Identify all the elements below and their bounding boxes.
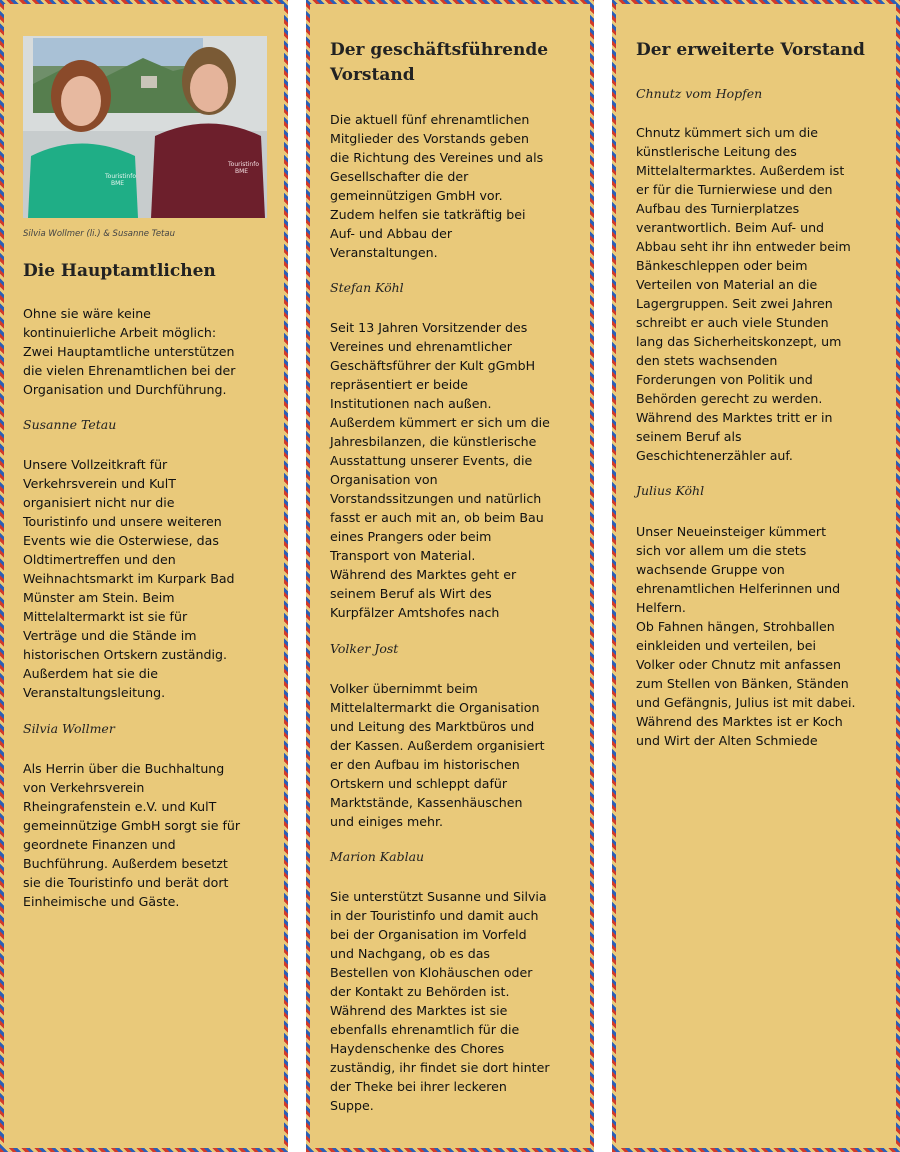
person-description: Unser Neueinsteiger kümmert sich vor allem um die stets wachsende Gruppe von ehrenamtlichen Helferinnen und Helfern. Ob Fahnen hängen, Strohballen einkleiden und verteilen, bei Volker oder Chnutz mit anfassen zum Stellen von Bänken, Ständen und Gefängnis, Julius ist mit dabei. Während des Marktes ist er Koch und Wirt der Alten Schmiede bbox=[636, 524, 856, 748]
intro-text: Die aktuell fünf ehrenamtlichen Mitglieder des Vorstands geben die Richtung des Vereines und als Gesellschafter die der gemeinnützigen GmbH vor. Zudem helfen sie tatkräftig bei Auf- und Abbau der Veranstaltungen. bbox=[330, 112, 544, 260]
person-name: Marion Kablau bbox=[330, 849, 425, 864]
person-name: Susanne Tetau bbox=[23, 417, 117, 432]
person-description: Als Herrin über die Buchhaltung von Verkehrsverein Rheingrafenstein e.V. und KulT gemeinnützige GmbH sorgt sie für geordnete Finanzen und Buchführung. Außerdem besetzt sie die Touristinfo und berät dort Einheimische und Gäste. bbox=[23, 761, 241, 909]
photo-caption: Silvia Wollmer (li.) & Susanne Tetau bbox=[23, 229, 175, 239]
person-description: Unsere Vollzeitkraft für Verkehrsverein und KulT organisiert nicht nur die Touristinfo und unsere weiteren Events wie die Osterwiese, das Oldtimertreffen und den Weihnachtsmarkt im Kurpark Bad Münster am Stein. Beim Mittelaltermarkt ist sie für Verträge und die Stände im historischen Ortskern zuständig. Außerdem hat sie die Veranstaltungsleitung. bbox=[23, 457, 235, 700]
team-photo bbox=[23, 36, 267, 218]
person-name: Silvia Wollmer bbox=[23, 721, 115, 736]
column-hauptamtliche bbox=[0, 0, 288, 1152]
person-description: Chnutz kümmert sich um die künstlerische Leitung des Mittelaltermarktes. Außerdem ist er für die Turnierwiese und den Aufbau des Turnierplatzes verantwortlich. Beim Auf- und Abbau seht ihr ihn entweder beim Bänkeschleppen oder beim Verteilen von Material an die Lagergruppen. Seit zwei Jahren schreibt er auch viele Stunden lang das Sicherheitskonzept, um den stets wachsenden Forderungen von Politik und Behörden gerecht zu werden. Während des Marktes tritt er in seinem Beruf als Geschichtenerzähler auf. bbox=[636, 125, 851, 463]
shirt-right-text: Touristinfo BME bbox=[228, 161, 259, 175]
section-heading: Der erweiterte Vorstand bbox=[636, 40, 865, 60]
section-heading: Der geschäftsführende Vorstand bbox=[330, 40, 549, 85]
person-name: Stefan Köhl bbox=[330, 280, 404, 295]
section-heading: Die Hauptamtlichen bbox=[23, 261, 216, 281]
person-description: Sie unterstützt Susanne und Silvia in der Touristinfo und damit auch bei der Organisation im Vorfeld und Nachgang, ob es das Bestellen von Klohäuschen oder der Kontakt zu Behörden ist. Während des Marktes ist sie ebenfalls ehrenamtlich für die Haydenschenke des Chores zuständig, ihr findet sie dort hinter der Theke bei ihrer leckeren Suppe. bbox=[330, 889, 550, 1113]
column-erweiterter-vorstand bbox=[612, 0, 900, 1152]
column-geschaeftsfuehrender-vorstand bbox=[306, 0, 594, 1152]
person-name: Chnutz vom Hopfen bbox=[636, 86, 763, 101]
shirt-left-text: Touristinfo BME bbox=[105, 173, 136, 187]
person-name: Julius Köhl bbox=[636, 483, 705, 498]
person-description: Seit 13 Jahren Vorsitzender des Vereines und ehrenamtlicher Geschäftsführer der Kult gGmbH repräsentiert er beide Institutionen nach außen. Außerdem kümmert er sich um die Jahresbilanzen, die künstlerische Ausstattung unserer Events, die Organisation von Vorstandssitzungen und natürlich fasst er auch mit an, ob beim Bau eines Prangers oder beim Transport von Material. Während des Marktes geht er seinem Beruf als Wirt des Kurpfälzer Amtshofes nach bbox=[330, 320, 550, 620]
person-description: Volker übernimmt beim Mittelaltermarkt die Organisation und Leitung des Marktbüros und der Kassen. Außerdem organisiert er den Aufbau im historischen Ortskern und schleppt dafür Marktstände, Kassenhäuschen und einiges mehr. bbox=[330, 681, 545, 829]
person-name: Volker Jost bbox=[330, 641, 399, 656]
intro-text: Ohne sie wäre keine kontinuierliche Arbeit möglich: Zwei Hauptamtliche unterstützen die vielen Ehrenamtlichen bei der Organisation und Durchführung. bbox=[23, 306, 236, 397]
